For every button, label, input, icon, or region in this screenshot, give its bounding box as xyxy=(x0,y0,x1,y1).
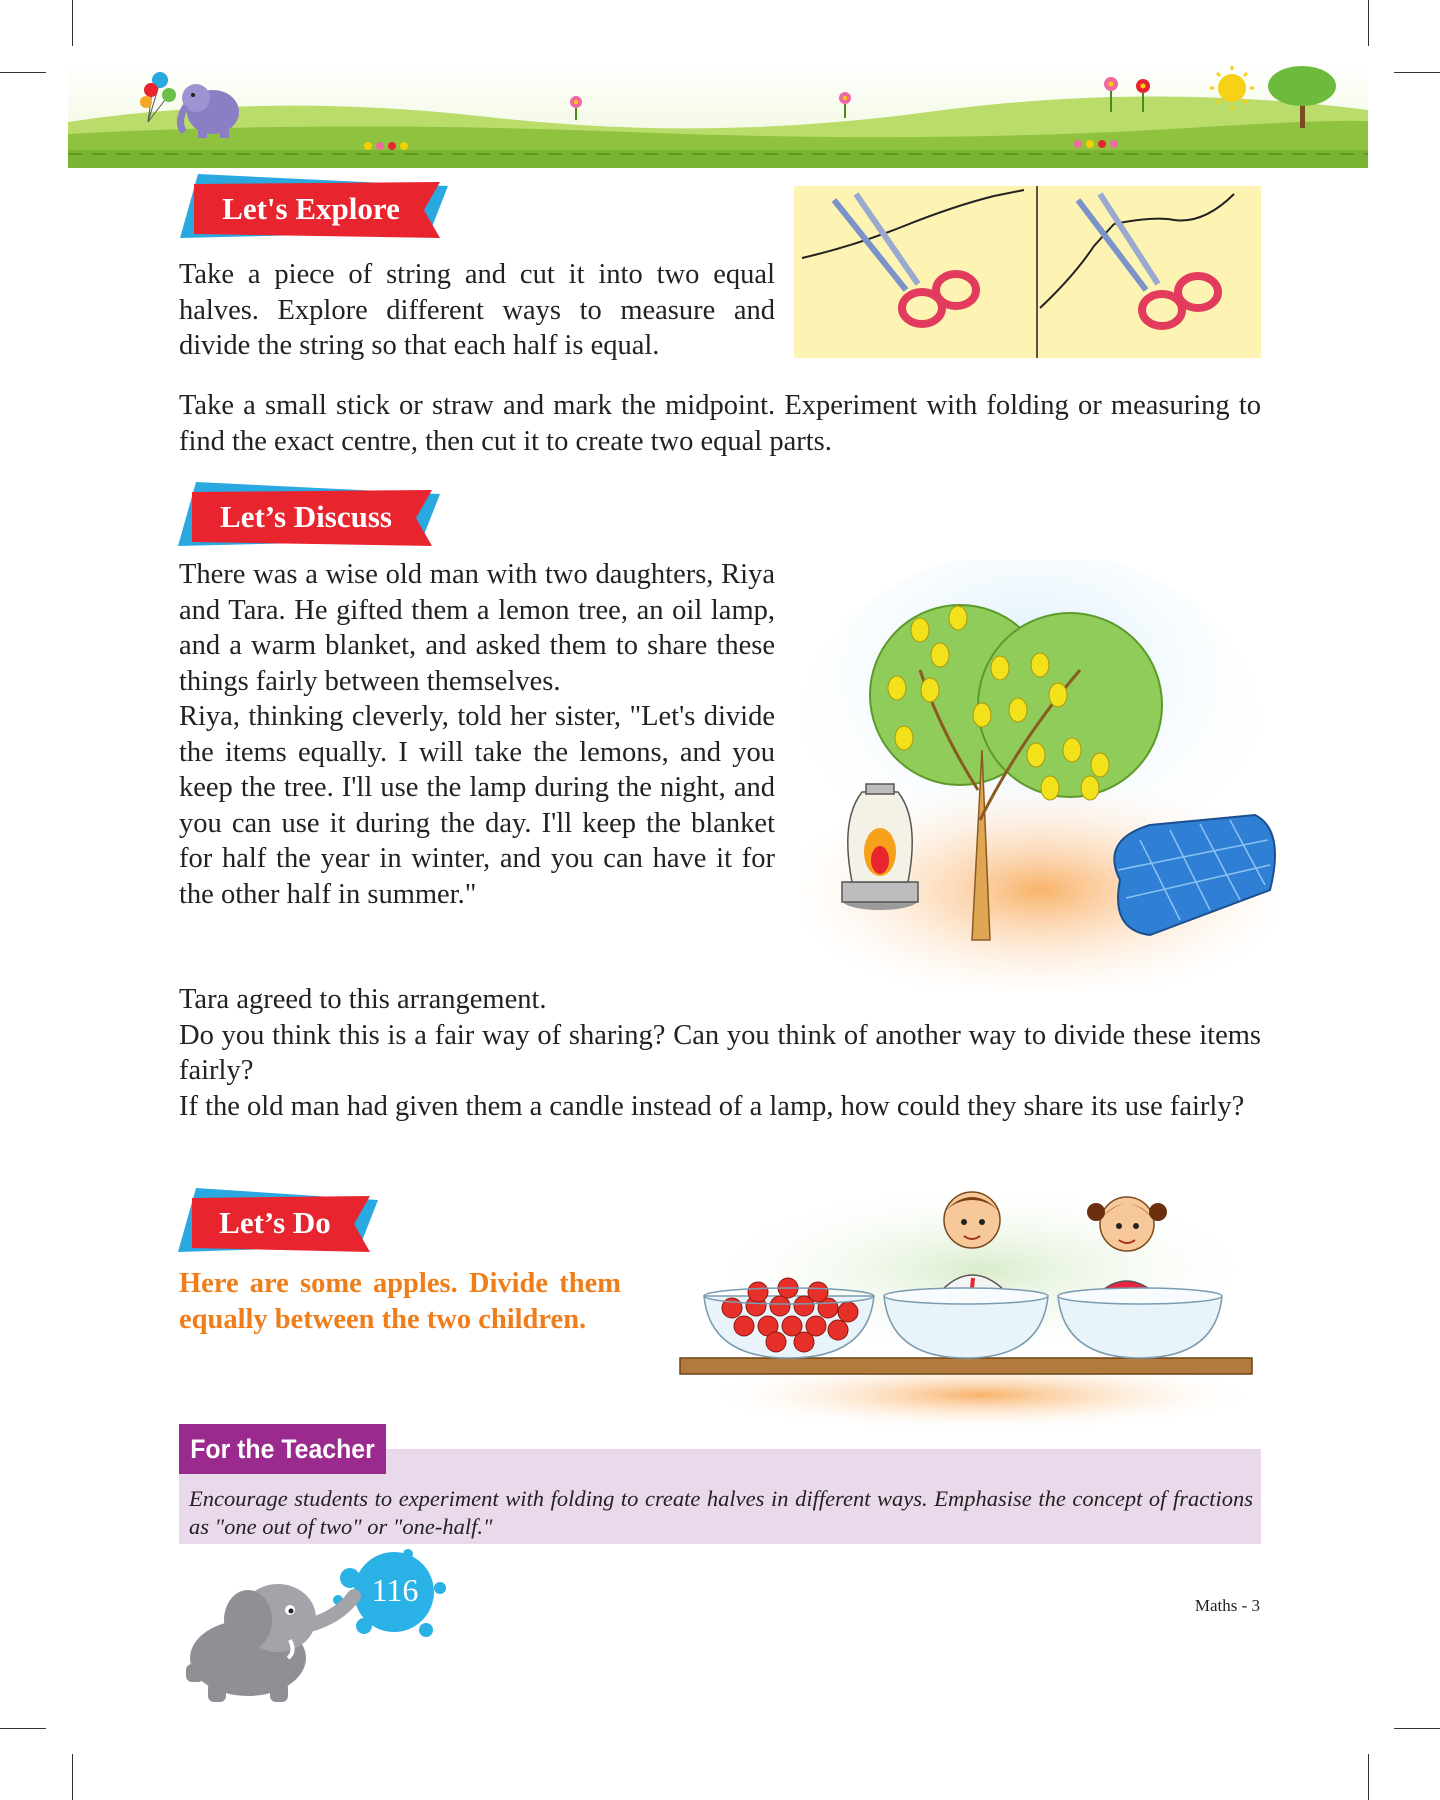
lets-do-instruction: Here are some apples. Divide them equally between the two children. xyxy=(179,1268,621,1335)
lets-discuss-heading xyxy=(178,482,440,552)
crop-mark xyxy=(0,1728,46,1729)
lets-do-heading xyxy=(178,1188,378,1258)
crop-mark xyxy=(0,72,46,73)
story-paragraph-2: Riya, thinking cleverly, told her sister, "Let's divide the items equally. I will take the lemons, and you keep the tree. I'll use the lamp during the night, and you can use it during the day. I'll keep the blanket for half the year in winter, and you can have it for the other half in summer." xyxy=(179,701,775,910)
page-number: 116 xyxy=(371,1572,419,1608)
explore-paragraph-1: Take a piece of string and cut it into two equal halves. Explore different ways to measure and divide the string so that each half is equal. xyxy=(179,259,775,361)
teacher-note-heading: For the Teacher xyxy=(179,1424,386,1474)
scissors-illustration xyxy=(794,186,1261,358)
crop-mark xyxy=(72,1754,73,1800)
lets-explore-heading xyxy=(180,174,448,244)
crop-mark xyxy=(72,0,73,46)
discuss-story xyxy=(179,557,775,912)
question-2: If the old man had given them a candle instead of a lamp, how could they share its use fairly? xyxy=(179,1090,1245,1122)
crop-mark xyxy=(1394,72,1440,73)
discuss-questions xyxy=(179,982,1261,1124)
elephant-icon xyxy=(186,1584,354,1702)
lemon-tree-lamp-blanket-illustration xyxy=(800,560,1280,990)
question-1: Do you think this is a fair way of sharing? Can you think of another way to divide these items fairly? xyxy=(179,1019,1261,1086)
section-heading: Let’s Do xyxy=(219,1205,331,1240)
section-heading: Let’s Discuss xyxy=(220,499,392,534)
story-paragraph-1: There was a wise old man with two daughters, Riya and Tara. He gifted them a lemon tree, an oil lamp, and a warm blanket, and asked them to share these things fairly between themselves. xyxy=(179,559,775,697)
crop-mark xyxy=(1368,1754,1369,1800)
footer-subject: Maths - 3 xyxy=(1194,1596,1260,1615)
explore-paragraph-2: Take a small stick or straw and mark the midpoint. Experiment with folding or measuring to find the exact centre, then cut it to create two equal parts. xyxy=(179,390,1261,457)
section-heading: Let's Explore xyxy=(222,191,400,226)
header-banner xyxy=(68,62,1368,168)
crop-mark xyxy=(1394,1728,1440,1729)
crop-mark xyxy=(1368,0,1369,46)
story-paragraph-3: Tara agreed to this arrangement. xyxy=(179,984,547,1015)
apples-children-illustration xyxy=(672,1160,1272,1430)
teacher-note-text: Encourage students to experiment with folding to create halves in different ways. Emphasise the concept of fractions as "one out of two" or "one-half." xyxy=(189,1486,1253,1539)
